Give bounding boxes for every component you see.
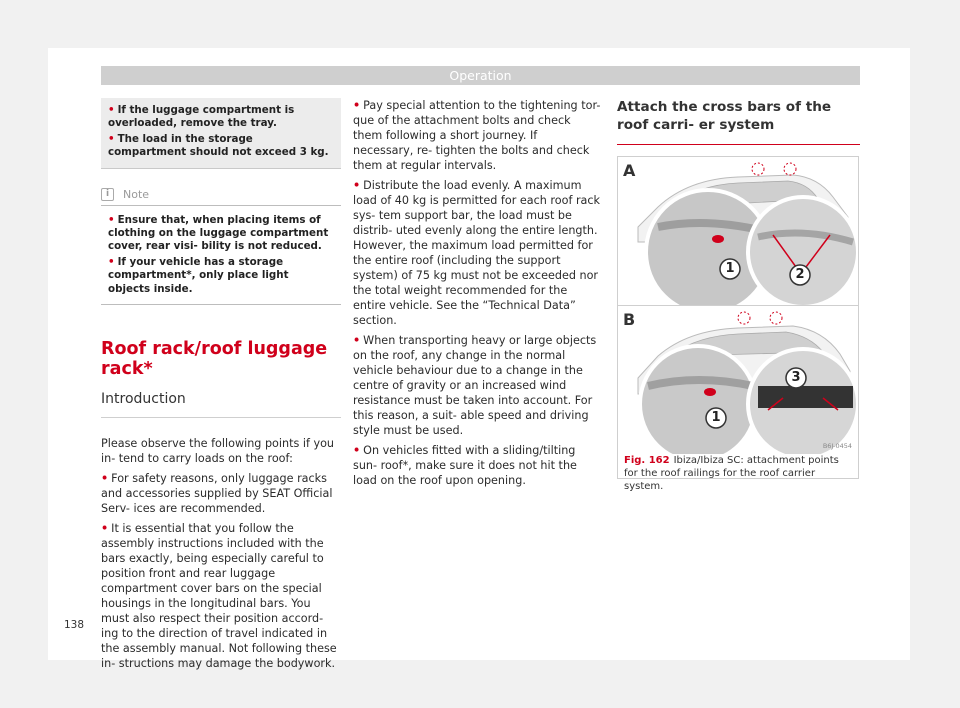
section-title: Roof rack/roof luggage rack* [101, 339, 328, 380]
page-header: Operation [101, 66, 860, 85]
figure [617, 156, 859, 492]
warning-box [101, 98, 341, 169]
note-title: Note [123, 187, 150, 201]
car-illustration-a [618, 157, 858, 305]
list-item: • It is essential that you follow the assembly instructions included with the bars exactly, being especially careful to position front and rear luggage compartment cover bars on the special housings in the longitudinal bars. You must also respect their position accord- ing to the direction of travel indicated in the assembly manual. Not following these in- structions may damage the bodywork. [101, 522, 337, 671]
list-item: • Pay special attention to the tightening tor- que of the attachment bolts and check them following a short journey. If necessary, re- tighten the bolts and check them at regular intervals. [353, 99, 601, 172]
figure-panel-a [618, 157, 858, 305]
info-icon: i [101, 188, 114, 201]
note-item: • If your vehicle has a storage compartment*, only place light objects inside. [108, 255, 289, 295]
callout-3: 3 [791, 370, 801, 385]
warning-item: • If the luggage compartment is overloaded, remove the tray. [108, 104, 295, 130]
bullet-icon: • [353, 99, 361, 112]
warning-item: • The load in the storage compartment should not exceed 3 kg. [108, 132, 329, 159]
column-left [101, 98, 341, 676]
attach-heading: Attach the cross bars of the roof carri- er system [617, 98, 860, 145]
list-item: • For safety reasons, only luggage racks and accessories supplied by SEAT Official Serv- ices are recommended. [101, 472, 333, 516]
callout-2: 2 [795, 267, 805, 282]
bullet-icon: • [353, 444, 361, 457]
bullet-icon: • [108, 255, 115, 268]
bullet-icon: • [108, 132, 115, 145]
list-item: • Distribute the load evenly. A maximum load of 40 kg is permitted for each roof rack sys- tem support bar, the load must be distrib- uted evenly along the entire length. However, the maximum load permitted for the entire roof (including the support system) of 75 kg must not be exceeded nor the total weight recommended for the entire vehicle. See the “Technical Data” section. [353, 179, 601, 327]
list-item: • When transporting heavy or large objects on the roof, any change in the normal vehicle behaviour due to a change in the centre of gravity or an increased wind resistance must be taken into account. For this reason, a suit- able speed and driving style must be used. [353, 334, 597, 437]
intro-text: Please observe the following points if you in- tend to carry loads on the roof: • For safety reasons, only luggage racks and accessories supplied by SEAT Official Serv- ices are recommended. • It is essential that you follow the assembly instructions included with the bars exactly, being especially careful to position front and rear luggage compartment cover bars on the special housings in the longitudinal bars. You must also respect their position accord- ing to the direction of travel indicated in the assembly manual. Not following these in- structions may damage the bodywork. [101, 436, 341, 671]
figure-panel-b [618, 305, 858, 454]
bullet-icon: • [108, 213, 115, 226]
callout-1: 1 [725, 261, 735, 276]
note-header [101, 188, 341, 206]
page-number: 138 [64, 619, 85, 631]
note-item: • Ensure that, when placing items of clothing on the luggage compartment cover, rear visi- bility is not reduced. [108, 213, 329, 253]
list-item: • On vehicles fitted with a sliding/tilting sun- roof*, make sure it does not hit the load on the roof upon opening. [353, 444, 577, 487]
figure-caption: Fig. 162 Ibiza/Ibiza SC: attachment points for the roof railings for the roof carrier system. [624, 455, 839, 492]
callout-1b: 1 [711, 410, 721, 425]
bullet-icon: • [101, 522, 109, 536]
car-illustration-b [618, 306, 858, 454]
figure-label: Fig. 162 [624, 455, 670, 466]
note-body [101, 206, 341, 305]
bullet-icon: • [108, 104, 115, 116]
bullet-icon: • [101, 472, 109, 486]
figure-code: B6J-0454 [822, 442, 852, 450]
panel-letter-a: A [623, 161, 636, 180]
bullet-icon: • [353, 179, 361, 192]
column-middle [353, 98, 601, 493]
panel-letter-b: B [623, 310, 636, 329]
column-right [617, 98, 860, 492]
section-subtitle: Introduction [101, 391, 341, 418]
bullet-icon: • [353, 334, 361, 347]
